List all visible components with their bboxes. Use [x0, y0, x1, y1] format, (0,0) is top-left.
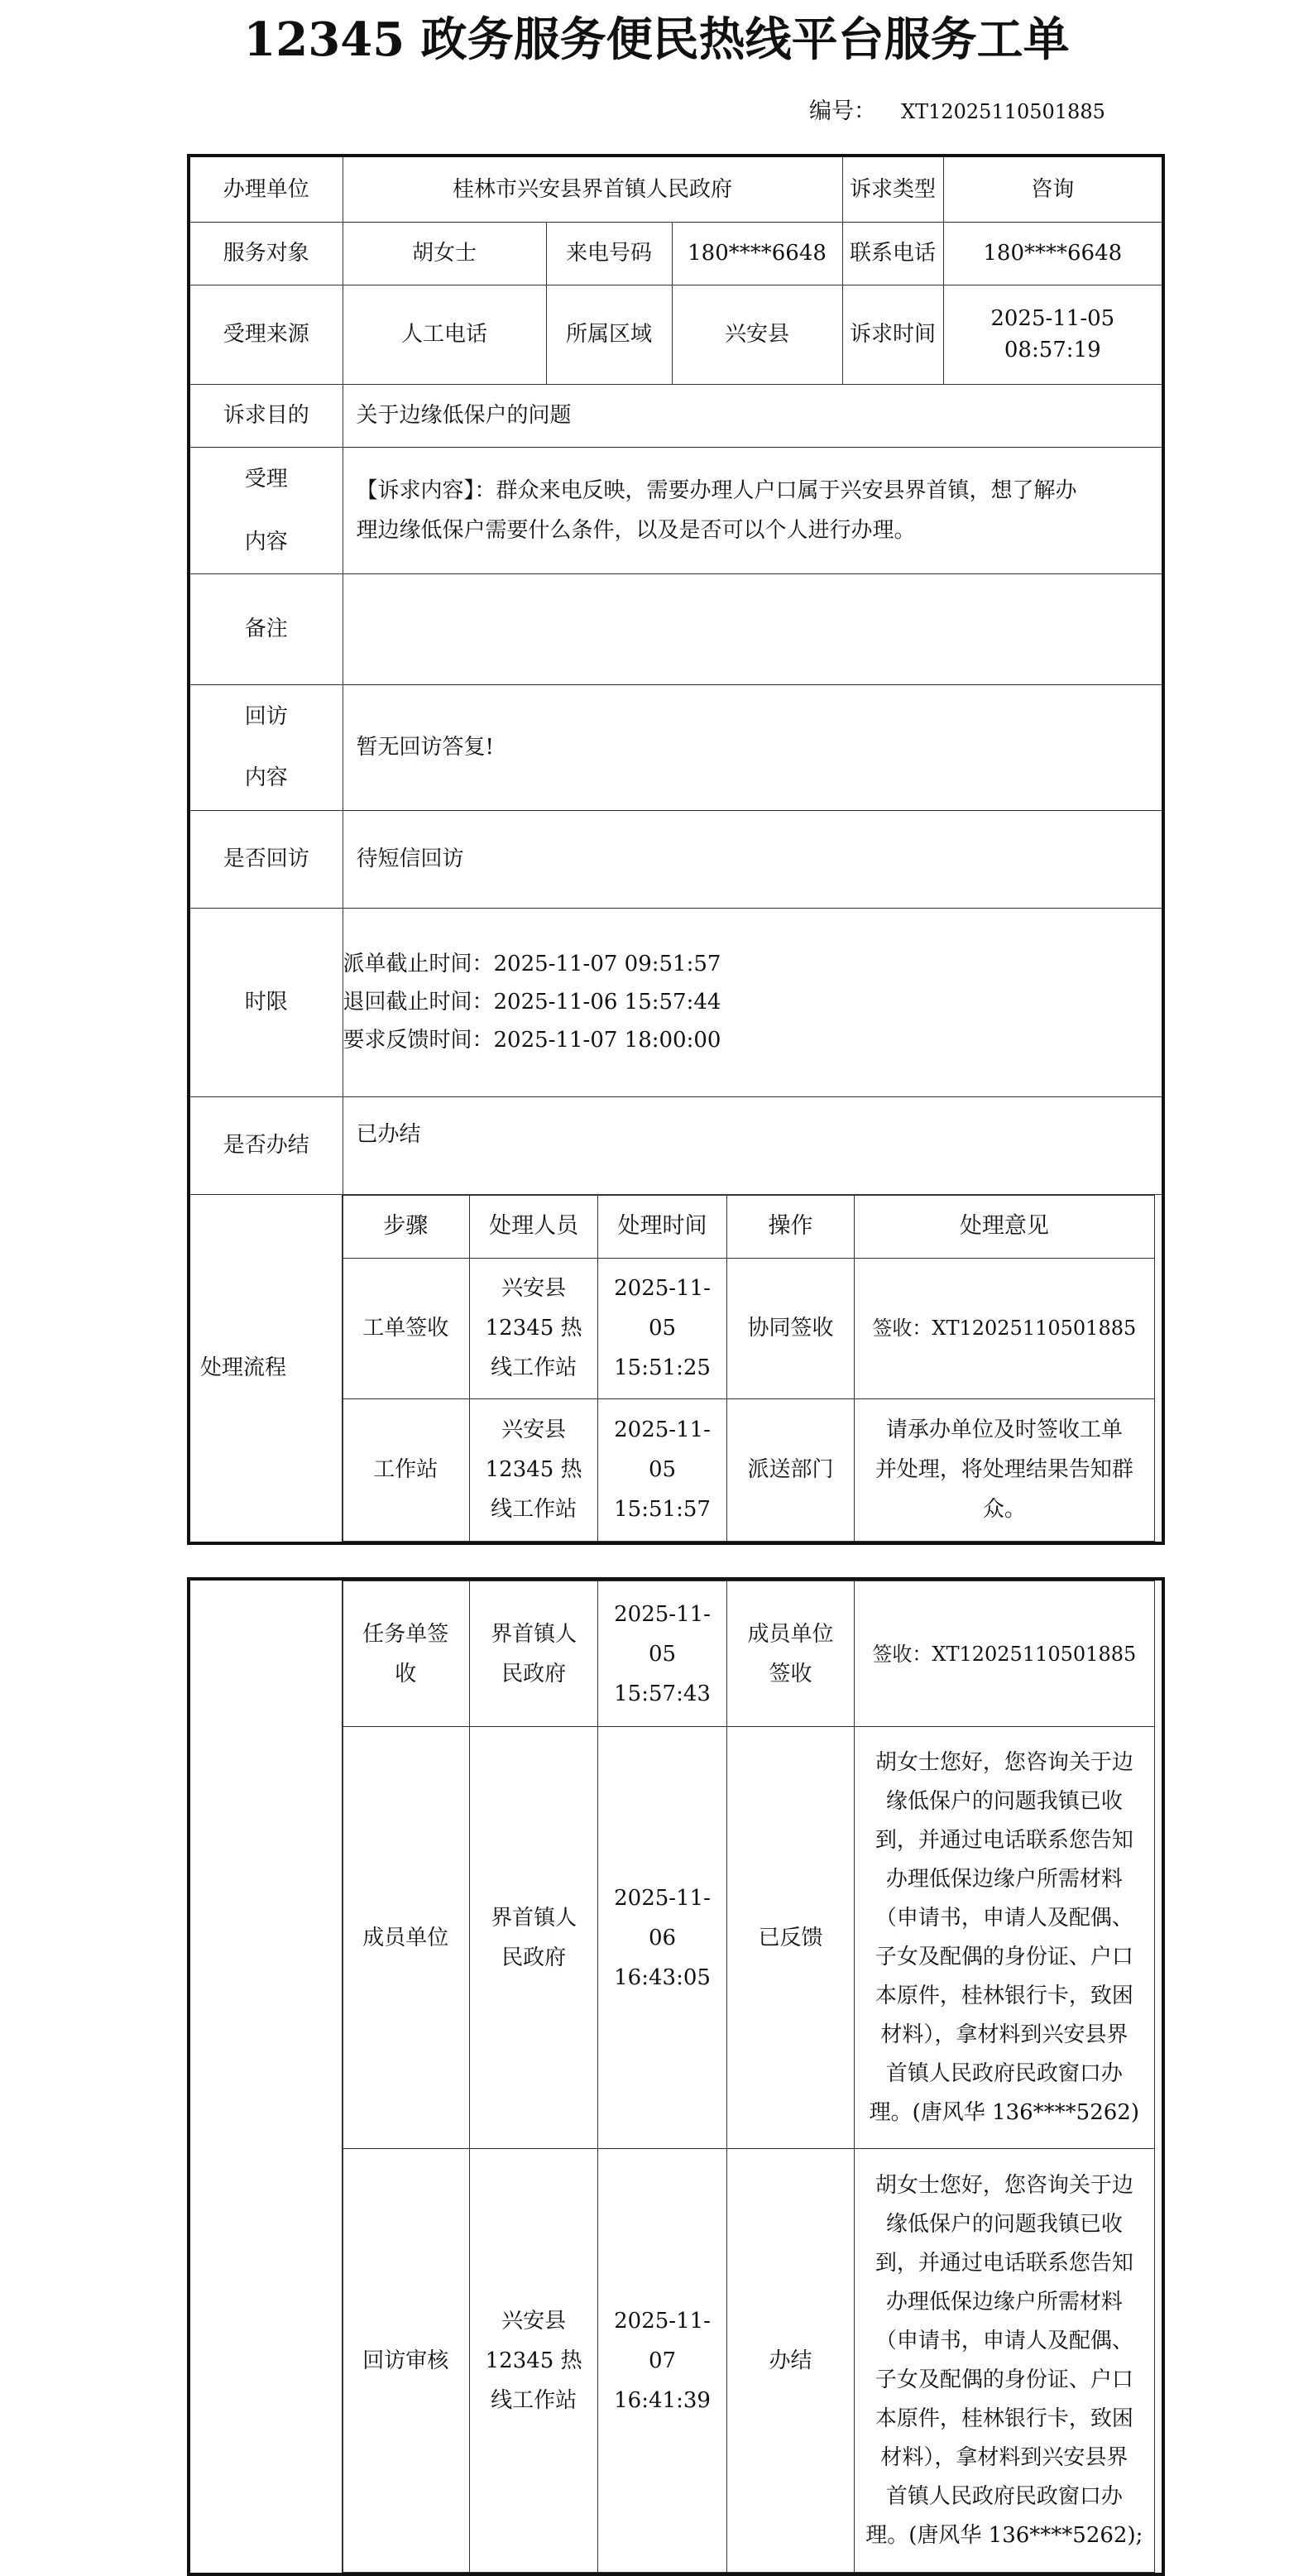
deadline-dispatch: 派单截止时间：2025-11-07 09:51:57: [343, 952, 721, 976]
value-contact-phone: 180****6648: [943, 222, 1163, 285]
table-row: [342, 2149, 1154, 2573]
value-is-revisit: 待短信回访: [343, 810, 1163, 908]
handler-line: 界首镇人: [491, 1621, 577, 1647]
opinion-cell: [855, 2149, 1154, 2573]
header-step: 步骤: [342, 1195, 469, 1258]
opinion-line: 缘低保户的问题我镇已收: [885, 1788, 1123, 1814]
row-is-revisit: [189, 810, 1163, 908]
header-opinion: 处理意见: [855, 1195, 1154, 1258]
opinion-line: 到，并通过电话联系您告知: [875, 1827, 1133, 1853]
label-revisit-line2: 内容: [244, 765, 288, 790]
label-handling-unit: 办理单位: [189, 156, 343, 222]
label-region: 所属区域: [546, 285, 672, 384]
opinion-line: 材料），拿材料到兴安县界: [880, 2444, 1129, 2470]
row-process: [189, 1194, 1163, 1543]
value-region: 兴安县: [672, 285, 842, 384]
label-service-target: 服务对象: [189, 222, 343, 285]
opinion-line: 众。: [982, 1497, 1026, 1522]
value-handling-unit: 桂林市兴安县界首镇人民政府: [343, 156, 842, 222]
step-cell: 工作站: [342, 1398, 469, 1541]
row-content: [189, 447, 1163, 573]
step-cell: 成员单位: [342, 1727, 469, 2149]
opinion-line: 胡女士您好，您咨询关于边: [875, 1749, 1133, 1775]
label-process: 处理流程: [189, 1194, 343, 1543]
header-time: 处理时间: [598, 1195, 726, 1258]
time-cell: [598, 1398, 726, 1541]
serial-value: XT12025110501885: [901, 100, 1105, 123]
operation-cell: 办结: [726, 2149, 854, 2573]
operation-cell: [726, 1581, 854, 1727]
label-appeal-time: 诉求时间: [842, 285, 943, 384]
handler-cell: [469, 1398, 597, 1541]
opinion-line: （申请书，申请人及配偶、: [875, 1905, 1133, 1931]
opinion-line: 并处理，将处理结果告知群: [875, 1457, 1133, 1482]
row-time-limit: [189, 908, 1163, 1096]
content-line1: 【诉求内容】：群众来电反映，需要办理人户口属于兴安县界首镇，想了解办: [356, 477, 1077, 503]
label-time-limit: 时限: [189, 908, 343, 1096]
value-content: [343, 447, 1163, 573]
time-line: 07: [648, 2348, 677, 2373]
deadline-feedback: 要求反馈时间：2025-11-07 18:00:00: [343, 1028, 721, 1053]
time-line: 2025-11-: [614, 1885, 711, 1911]
time-cell: [598, 1258, 726, 1398]
opinion-line: 到，并通过电话联系您告知: [875, 2250, 1133, 2276]
row-purpose: [189, 384, 1163, 447]
opinion-line: 请承办单位及时签收工单: [885, 1418, 1123, 1442]
value-source: 人工电话: [343, 285, 546, 384]
opinion-line: 首镇人民政府民政窗口办: [885, 2483, 1123, 2509]
header-operation: 操作: [726, 1195, 854, 1258]
process-cell: [343, 1194, 1163, 1543]
process-continuation-table: [187, 1577, 1165, 2576]
opinion-cell: [855, 1398, 1154, 1541]
opinion-line: 缘低保户的问题我镇已收: [885, 2211, 1123, 2237]
value-remarks: [343, 573, 1163, 684]
handler-line: 界首镇人: [491, 1905, 577, 1931]
handler-line: 兴安县: [501, 1276, 567, 1301]
row-is-done: [189, 1096, 1163, 1194]
row-remarks: [189, 573, 1163, 684]
table-row: [342, 1258, 1154, 1398]
label-revisit-line1: 回访: [244, 704, 288, 729]
time-line: 06: [648, 1925, 677, 1950]
label-source: 受理来源: [189, 285, 343, 384]
opinion-cell: 签收：XT12025110501885: [855, 1258, 1154, 1398]
opinion-line: 胡女士您好，您咨询关于边: [875, 2172, 1133, 2198]
time-line: 15:51:57: [614, 1497, 711, 1522]
table-row: [342, 1398, 1154, 1541]
label-appeal-type: 诉求类型: [842, 156, 943, 222]
time-line: 2025-11-: [614, 1601, 711, 1627]
step-line: 收: [395, 1661, 417, 1686]
deadline-return: 退回截止时间：2025-11-06 15:57:44: [343, 990, 721, 1015]
time-line: 15:51:25: [614, 1355, 711, 1380]
step-cell: 工单签收: [342, 1258, 469, 1398]
operation-cell: 派送部门: [726, 1398, 854, 1541]
label-remarks: 备注: [189, 573, 343, 684]
handler-line: 民政府: [501, 1945, 567, 1970]
handler-line: 民政府: [501, 1661, 567, 1686]
label-purpose: 诉求目的: [189, 384, 343, 447]
time-cell: [598, 1581, 726, 1727]
time-line: 05: [648, 1457, 677, 1482]
opinion-line: 办理低保边缘户所需材料: [885, 1866, 1123, 1892]
step-cell: 回访审核: [342, 2149, 469, 2573]
handler-line: 兴安县: [501, 2308, 567, 2334]
process-label-blank: [189, 1579, 343, 2574]
content-line2: 理边缘低保户需要什么条件，以及是否可以个人进行办理。: [356, 517, 916, 543]
handler-line: 12345 热: [485, 1457, 582, 1482]
opinion-line: 办理低保边缘户所需材料: [885, 2289, 1123, 2315]
time-line: 05: [648, 1641, 677, 1667]
value-appeal-type: 咨询: [943, 156, 1163, 222]
value-service-target: 胡女士: [343, 222, 546, 285]
opinion-line: 理。(唐风华 136****5262): [869, 2099, 1139, 2125]
handler-line: 12345 热: [485, 1316, 582, 1341]
handler-cell: [469, 1727, 597, 2149]
handler-line: 兴安县: [501, 1418, 567, 1442]
opinion-line: 子女及配偶的身份证、户口: [875, 2367, 1133, 2392]
handler-line: 线工作站: [491, 1355, 577, 1380]
appeal-clock: 08:57:19: [1004, 338, 1101, 362]
value-time-limit: [343, 908, 1163, 1096]
label-content-line2: 内容: [244, 529, 288, 554]
process-header-row: [342, 1195, 1154, 1258]
document-title: 12345 政务服务便民热线平台服务工单: [243, 12, 1070, 67]
row-revisit-content: [189, 684, 1163, 810]
operation-line: 签收: [769, 1661, 812, 1686]
opinion-line: 子女及配偶的身份证、户口: [875, 1944, 1133, 1969]
opinion-line: 首镇人民政府民政窗口办: [885, 2060, 1123, 2086]
row-service-target: [189, 222, 1163, 285]
opinion-line: 本原件，桂林银行卡，致困: [875, 1983, 1133, 2008]
value-incoming-phone: 180****6648: [672, 222, 842, 285]
opinion-line: 本原件，桂林银行卡，致困: [875, 2406, 1133, 2431]
time-line: 05: [648, 1316, 677, 1341]
handler-cell: [469, 1581, 597, 1727]
step-line: 任务单签: [362, 1621, 449, 1647]
header-handler: 处理人员: [469, 1195, 597, 1258]
row-source: [189, 285, 1163, 384]
time-line: 16:41:39: [614, 2387, 711, 2413]
label-content: [189, 447, 343, 573]
time-line: 2025-11-: [614, 1418, 711, 1442]
row-process-continued: [189, 1579, 1163, 2574]
time-cell: [598, 1727, 726, 2149]
time-line: 2025-11-: [614, 1276, 711, 1301]
opinion-cell: 签收：XT12025110501885: [855, 1581, 1154, 1727]
handler-line: 12345 热: [485, 2348, 582, 2373]
process-table: [342, 1195, 1155, 1542]
handler-cell: [469, 1258, 597, 1398]
serial-number: [809, 95, 1105, 128]
label-is-revisit: 是否回访: [189, 810, 343, 908]
time-line: 15:57:43: [614, 1681, 711, 1706]
operation-cell: 已反馈: [726, 1727, 854, 2149]
table-row: [342, 1727, 1154, 2149]
value-is-done: 已办结: [343, 1096, 1163, 1194]
row-handling-unit: [189, 156, 1163, 222]
appeal-date: 2025-11-05: [990, 306, 1115, 331]
time-line: 16:43:05: [614, 1964, 711, 1990]
opinion-cell: [855, 1727, 1154, 2149]
serial-label: 编号：: [809, 98, 876, 124]
time-cell: [598, 2149, 726, 2573]
label-revisit-content: [189, 684, 343, 810]
operation-cell: 协同签收: [726, 1258, 854, 1398]
operation-line: 成员单位: [747, 1621, 834, 1647]
handler-line: 线工作站: [491, 1497, 577, 1522]
time-line: 2025-11-: [614, 2308, 711, 2334]
process-cell-continued: [343, 1579, 1163, 2574]
process-table-continued: [342, 1581, 1155, 2573]
label-incoming-phone: 来电号码: [546, 222, 672, 285]
value-appeal-time: [943, 285, 1163, 384]
label-content-line1: 受理: [244, 466, 288, 492]
opinion-line: 材料），拿材料到兴安县界: [880, 2022, 1129, 2047]
label-contact-phone: 联系电话: [842, 222, 943, 285]
value-purpose: 关于边缘低保户的问题: [343, 384, 1163, 447]
step-cell: [342, 1581, 469, 1727]
handler-line: 线工作站: [491, 2387, 577, 2413]
opinion-line: 理。(唐风华 136****5262);: [865, 2522, 1143, 2548]
value-revisit-content: 暂无回访答复!: [343, 684, 1163, 810]
work-order-table: [187, 154, 1165, 1545]
opinion-line: （申请书，申请人及配偶、: [875, 2328, 1133, 2353]
table-row: [342, 1581, 1154, 1727]
label-is-done: 是否办结: [189, 1096, 343, 1194]
handler-cell: [469, 2149, 597, 2573]
